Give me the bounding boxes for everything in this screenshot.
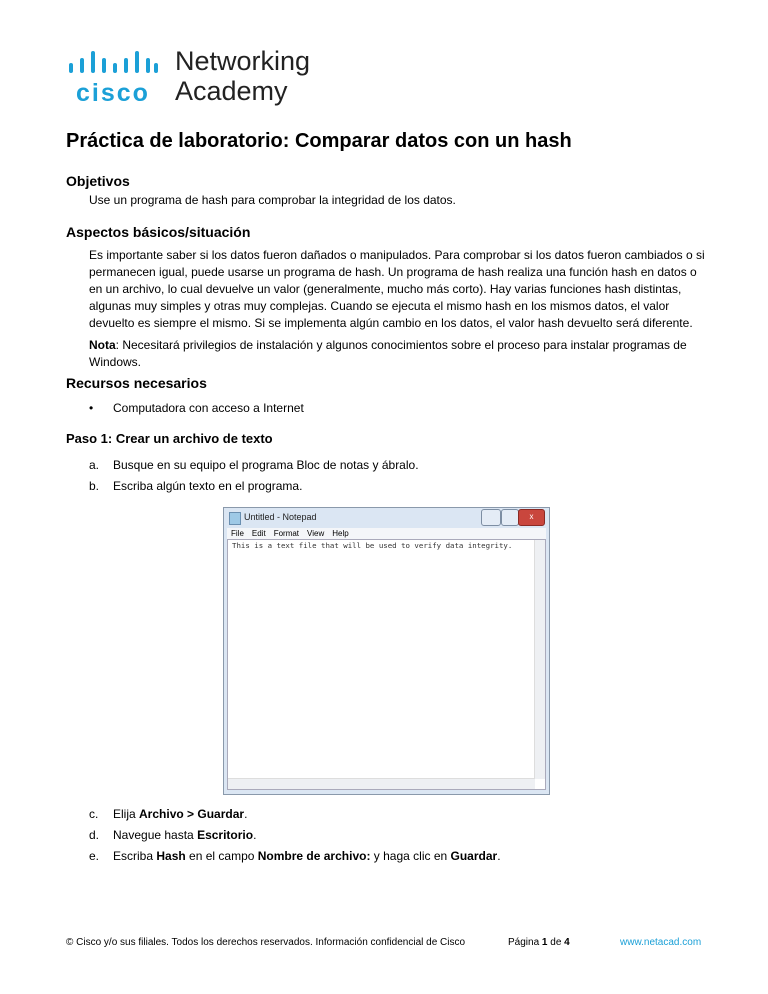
notepad-text-area (227, 539, 546, 790)
page-title: Práctica de laboratorio: Comparar datos con un hash (66, 130, 572, 152)
document-body (66, 130, 716, 865)
step-e: e. Escriba Hash en el campo Nombre de archivo: y haga clic en Guardar. (89, 849, 501, 863)
nota-text: Nota: Necesitará privilegios de instalación y algunos conocimientos sobre el proceso para instalar programas de Windows. (89, 338, 687, 369)
cisco-logo-bars-icon (68, 50, 158, 76)
step-d: d. Navegue hasta Escritorio. (89, 828, 257, 842)
step-heading: Paso 1: Crear un archivo de texto (66, 431, 273, 446)
heading-aspectos: Aspectos básicos/situación (66, 224, 251, 240)
logo-line-2: Academy (175, 76, 288, 106)
aspectos-text: Es importante saber si los datos fueron dañados o manipulados. Para comprobar si los datos fueron cambiados o si permanecen igual, puede usarse un programa de hash. Un programa de hash realiza una función hash en datos o en un archivo, lo cual devuelve un valor (generalmente, mucho más corto). Hay varias funciones hash distintas, algunas muy simples y otras muy complejas. Cuando se ejecuta el mismo hash en los mismos datos, el valor devuelto es siempre el mismo. Si se implementa algún cambio en los datos, el valor hash devuelto será diferente. (89, 248, 705, 330)
cisco-wordmark: cisco (76, 79, 150, 107)
logo-line-1: Networking (175, 46, 311, 76)
close-icon: x (518, 509, 545, 526)
footer-url[interactable]: www.netacad.com (620, 937, 702, 948)
notepad-content: This is a text file that will be used to verify data integrity. (232, 541, 513, 550)
notepad-menu: File Edit Format View Help (227, 528, 546, 539)
minimize-icon (481, 509, 501, 526)
step-b: b. Escriba algún texto en el programa. (89, 479, 303, 493)
objetivos-text: Use un programa de hash para comprobar la integridad de los datos. (89, 193, 456, 207)
step-a: a. Busque en su equipo el programa Bloc de notas y ábralo. (89, 458, 419, 472)
heading-recursos: Recursos necesarios (66, 375, 207, 391)
maximize-icon (501, 509, 519, 526)
step-b-text: Escriba algún texto en el programa. (113, 479, 303, 493)
vertical-scrollbar (534, 540, 545, 779)
heading-objetivos: Objetivos (66, 173, 130, 189)
notepad-screenshot (223, 507, 550, 795)
footer-page-number: Página 1 de 4 (508, 937, 570, 948)
logo-text (175, 46, 310, 106)
notepad-icon (229, 512, 241, 525)
list-item: • Computadora con acceso a Internet (89, 401, 304, 415)
horizontal-scrollbar (228, 778, 535, 789)
notepad-title: Untitled - Notepad (244, 512, 317, 522)
footer-copyright: © Cisco y/o sus filiales. Todos los derechos reservados. Información confidencial de Cisco (66, 937, 466, 948)
step-c: c. Elija Archivo > Guardar. (89, 807, 248, 821)
